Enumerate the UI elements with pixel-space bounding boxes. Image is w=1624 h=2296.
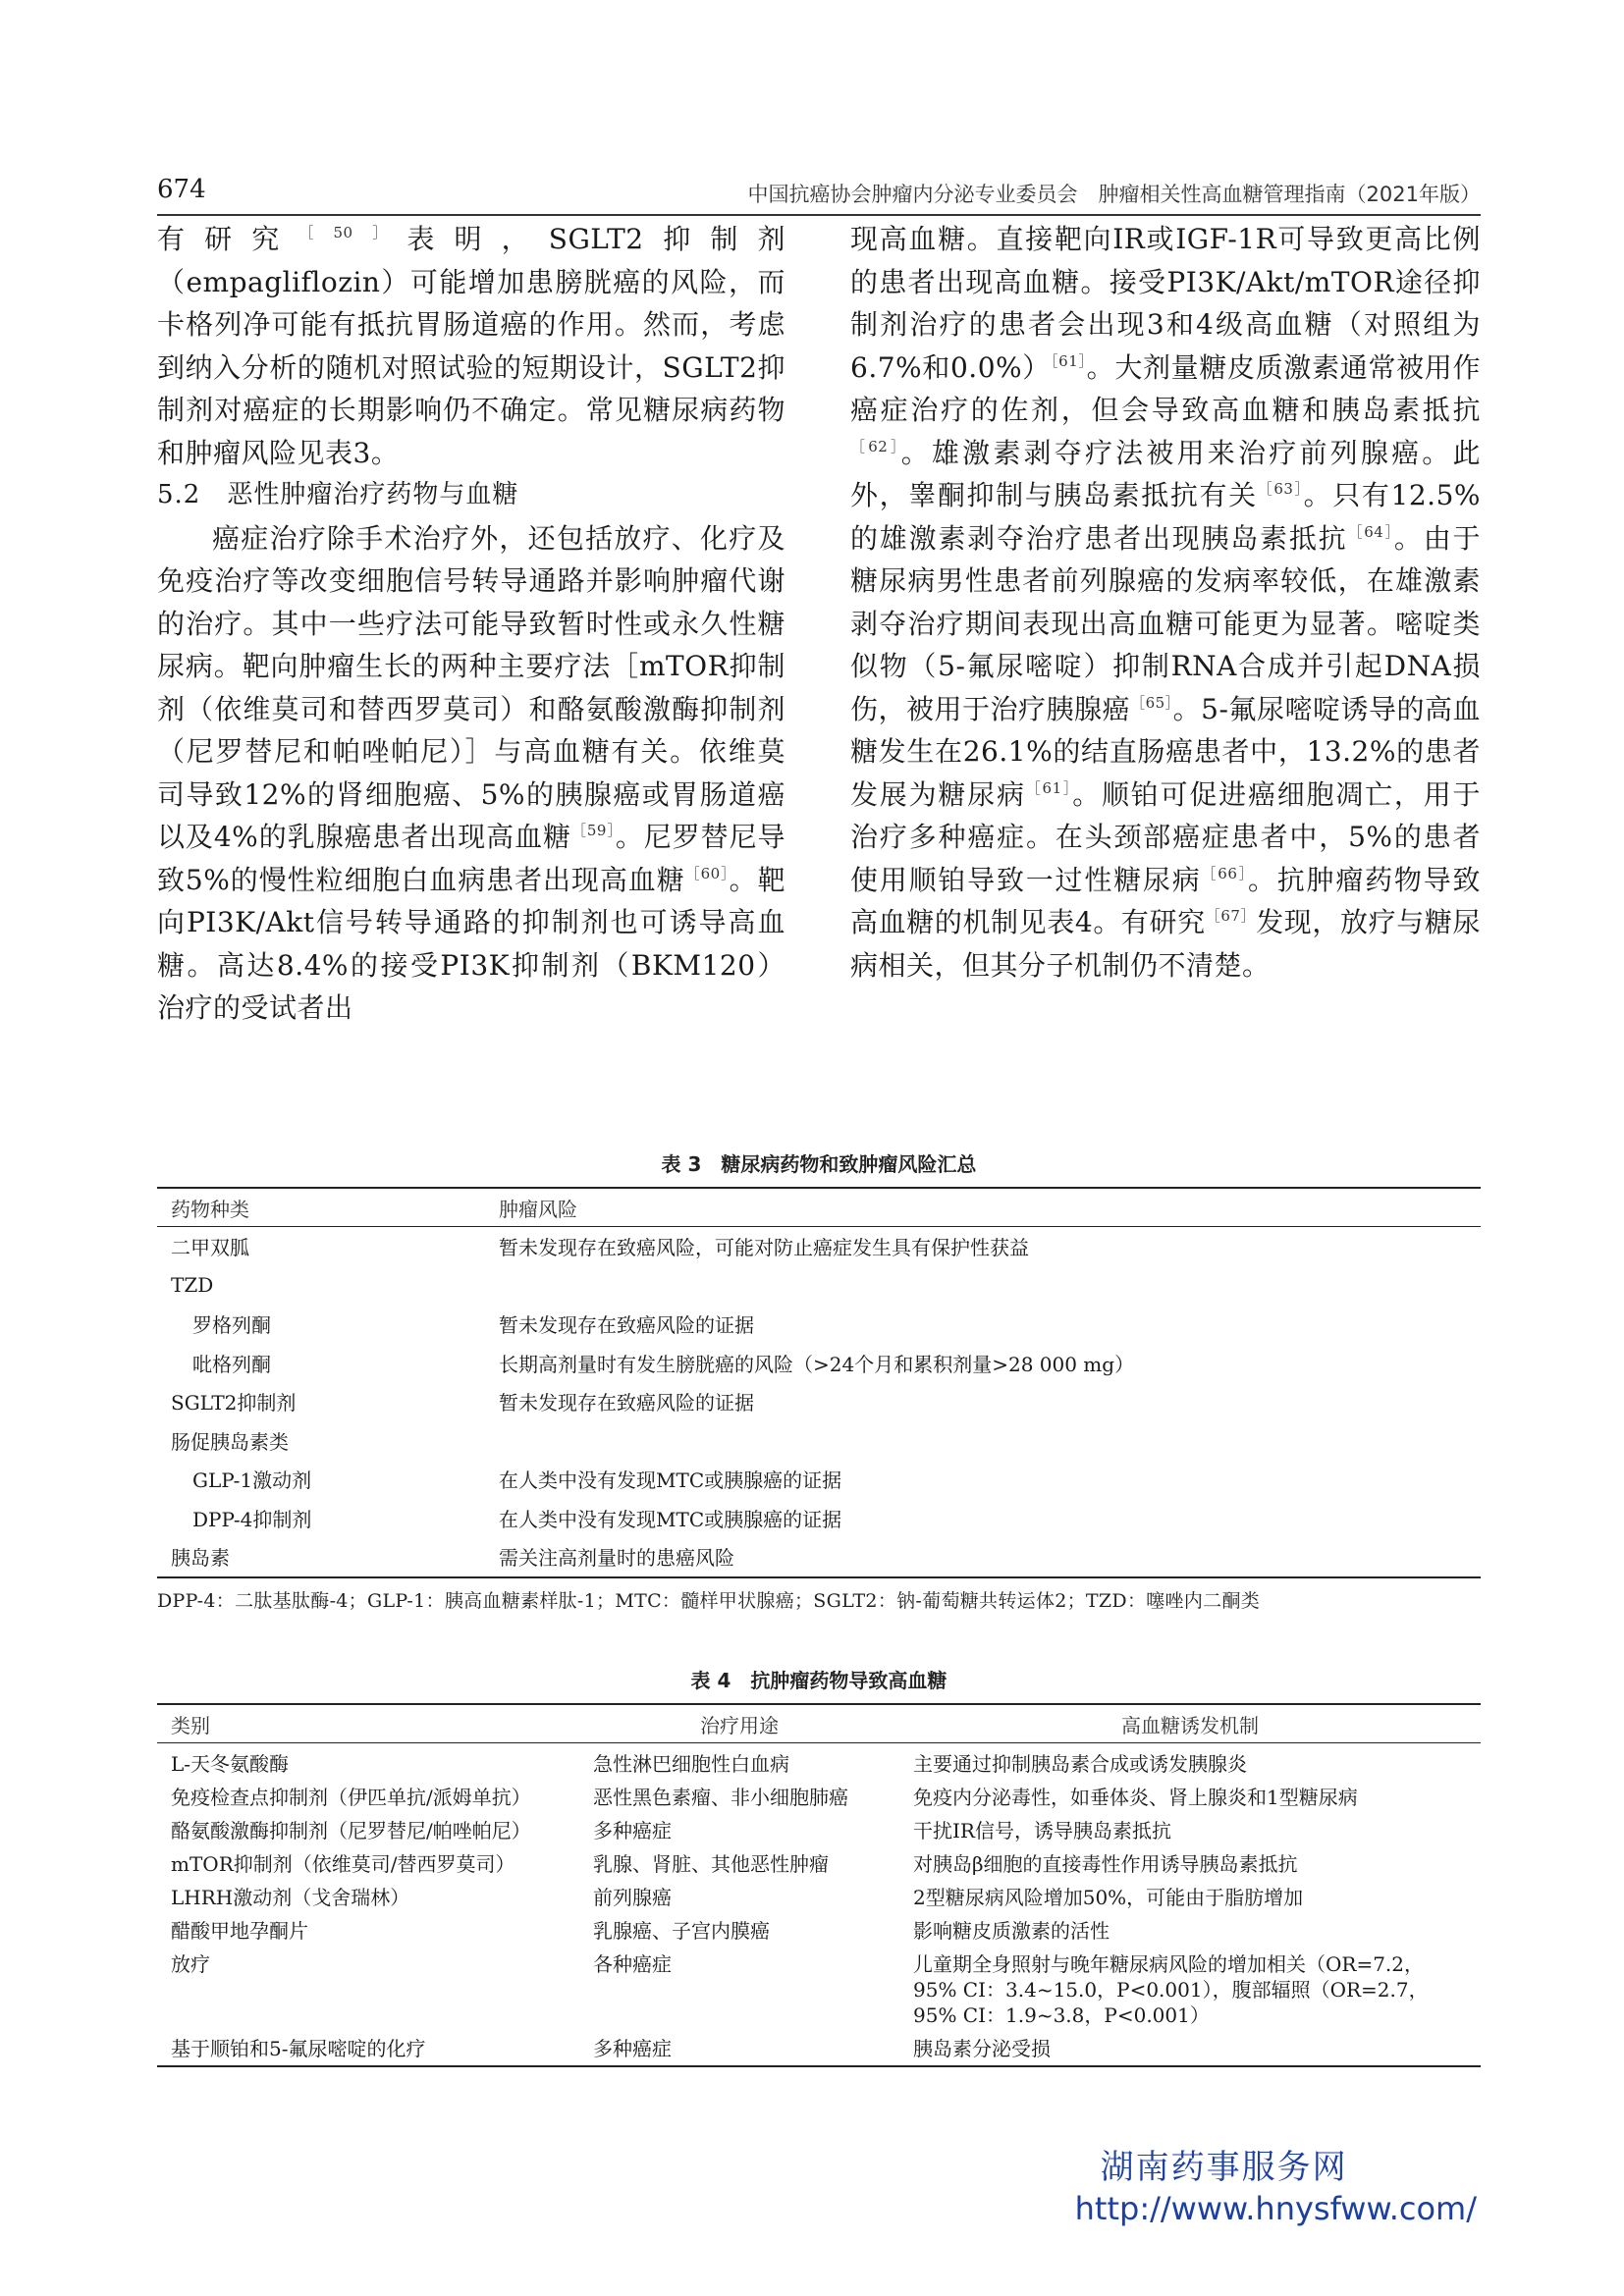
category-cell: 免疫检查点抑制剂（伊匹单抗/派姆单抗）: [171, 1786, 531, 1809]
risk-cell: [485, 1266, 1481, 1306]
text-run: 。顺铂可促进癌细胞凋亡，用于治疗多种癌症。在头颈部癌症患者中，5%的患者使用顺铂导致一过性糖尿病: [850, 777, 1481, 896]
text-run: 。5-氟尿嘧啶诱导的高血糖发生在26.1%的结直肠癌患者中，13.2%的患者发展为糖尿病: [850, 692, 1481, 811]
left-column: [157, 218, 785, 1030]
category-cell: L-天冬氨酸酶: [171, 1752, 290, 1776]
page-number: 674: [157, 175, 206, 204]
citation-67[interactable]: ［67］: [1205, 907, 1257, 925]
mechanism-cell: 影响糖皮质激素的活性: [913, 1919, 1110, 1943]
indication-cell: 恶性黑色素瘤、非小细胞肺癌: [593, 1786, 848, 1809]
table-header-row: [157, 1704, 1481, 1743]
risk-cell: 暂未发现存在致癌风险，可能对防止癌症发生具有保护性获益: [499, 1236, 1029, 1260]
table-4: [157, 1703, 1481, 2067]
table-row: [157, 1881, 1481, 1914]
text-run: 。尼罗替尼导致5%的慢性粒细胞白血病患者出现高血糖: [157, 821, 785, 896]
mechanism-cell: 胰岛素分泌受损: [913, 2037, 1051, 2060]
paragraph-cancer-therapy: [157, 517, 785, 1030]
mechanism-cell: 2型糖尿病风险增加50%，可能由于脂肪增加: [913, 1886, 1304, 1909]
citation-50[interactable]: ［50］: [298, 224, 407, 241]
text-run: 发现，放疗与糖尿病相关，但其分子机制仍不清楚。: [850, 906, 1481, 982]
text-run: 癌症治疗除手术治疗外，还包括放疗、化疗及免疫治疗等改变细胞信号转导通路并影响肿瘤代谢的治疗。其中一些疗法可能导致暂时性或永久性糖尿病。靶向肿瘤生长的两种主要疗法［mTOR抑制剂（依维莫司和替西罗莫司）和酪氨酸激酶抑制剂（尼罗替尼和帕唑帕尼）］与高血糖有关。依维莫司导致12%的肾细胞癌、5%的胰腺癌或胃肠道癌以及4%的乳腺癌患者出现高血糖: [157, 521, 785, 853]
paragraph-sglt2: [157, 218, 785, 474]
citation-61b[interactable]: ［61］: [1025, 778, 1073, 797]
citation-59[interactable]: ［59］: [570, 822, 616, 839]
drug-class-cell: SGLT2抑制剂: [171, 1391, 297, 1415]
section-heading-5-2: 5.2 恶性肿瘤治疗药物与血糖: [157, 480, 519, 509]
mechanism-cell: 对胰岛β细胞的直接毒性作用诱导胰岛素抵抗: [913, 1852, 1298, 1876]
risk-cell: 长期高剂量时有发生膀胱癌的风险（>24个月和累积剂量>28 000 mg）: [499, 1352, 1135, 1376]
indication-cell: 多种癌症: [593, 1819, 672, 1842]
text-run: 。抗肿瘤药物导致高血糖的机制见表4。有研究: [850, 863, 1481, 938]
risk-cell: 暂未发现存在致癌风险的证据: [499, 1313, 754, 1338]
category-cell: 醋酸甲地孕酮片: [171, 1919, 308, 1943]
risk-cell: 在人类中没有发现MTC或胰腺癌的证据: [499, 1468, 842, 1493]
column-header: 肿瘤风险: [485, 1188, 1481, 1227]
table-row: [157, 1499, 1481, 1538]
drug-class-cell: GLP-1激动剂: [192, 1468, 312, 1493]
citation-64[interactable]: ［64］: [1347, 522, 1394, 541]
table-row: [157, 1344, 1481, 1383]
column-header: 高血糖诱发机制: [899, 1704, 1481, 1743]
table-row: [157, 1421, 1481, 1461]
indication-cell: 多种癌症: [593, 2037, 672, 2060]
mechanism-cell: 主要通过抑制胰岛素合成或诱发胰腺炎: [913, 1752, 1247, 1776]
column-header: 治疗用途: [579, 1704, 899, 1743]
table-row: [157, 1227, 1481, 1266]
table-row: [157, 1847, 1481, 1881]
category-cell: mTOR抑制剂（依维莫司/替西罗莫司）: [171, 1852, 515, 1876]
indication-cell: 急性淋巴细胞性白血病: [593, 1752, 789, 1776]
table-row: [157, 1266, 1481, 1306]
text-run: 表明，SGLT2抑制剂（empagliflozin）可能增加患膀胱癌的风险，而卡格列净可能有抵抗胃肠道癌的作用。然而，考虑到纳入分析的随机对照试验的短期设计，SGLT2抑制剂对癌症的长期影响仍不确定。常见糖尿病药物和肿瘤风险见表3。: [157, 223, 785, 469]
risk-cell: [485, 1421, 1481, 1461]
table-row: [157, 1914, 1481, 1948]
risk-cell: 在人类中没有发现MTC或胰腺癌的证据: [499, 1507, 842, 1531]
column-header: 药物种类: [157, 1188, 485, 1227]
table-row: [157, 1743, 1481, 1782]
table-4-caption: 表 4 抗肿瘤药物导致高血糖: [690, 1669, 947, 1692]
drug-class-cell: DPP-4抑制剂: [192, 1507, 312, 1531]
drug-class-cell: 吡格列酮: [192, 1352, 271, 1376]
mechanism-cell: 免疫内分泌毒性，如垂体炎、肾上腺炎和1型糖尿病: [913, 1786, 1358, 1809]
table-row: [157, 1948, 1481, 2032]
risk-cell: 需关注高剂量时的患癌风险: [499, 1546, 734, 1571]
indication-cell: 乳腺癌、子宫内膜癌: [593, 1919, 770, 1943]
citation-66[interactable]: ［66］: [1201, 864, 1248, 882]
paragraph-continued: [850, 218, 1481, 987]
table-row: [157, 1814, 1481, 1847]
drug-class-cell: TZD: [171, 1273, 214, 1298]
table-3-caption: 表 3 糖尿病药物和致肿瘤风险汇总: [661, 1152, 977, 1176]
text-run: 。雄激素剥夺疗法被用来治疗前列腺癌。此外，睾酮抑制与胰岛素抵抗有关: [850, 436, 1481, 511]
text-run: 现高血糖。直接靶向IR或IGF-1R可导致更高比例的患者出现高血糖。接受PI3K/Akt/mTOR途径抑制剂治疗的患者会出现3和4级高血糖（对照组为6.7%和0.0%）: [850, 223, 1481, 384]
citation-60[interactable]: ［60］: [684, 864, 730, 882]
indication-cell: 各种癌症: [593, 1952, 672, 1976]
citation-62[interactable]: ［62］: [850, 437, 901, 455]
risk-cell: 暂未发现存在致癌风险的证据: [499, 1391, 754, 1415]
table-row: [157, 1781, 1481, 1814]
text-run: 。由于糖尿病男性患者前列腺癌的发病率较低，在雄激素剥夺治疗期间表现出高血糖可能更为显著。嘧啶类似物（5-氟尿嘧啶）抑制RNA合成并引起DNA损伤，被用于治疗胰腺癌: [850, 521, 1482, 725]
category-cell: LHRH激动剂（戈舍瑞林）: [171, 1886, 410, 1909]
right-column: [850, 218, 1481, 987]
mechanism-cell: 干扰IR信号，诱导胰岛素抵抗: [913, 1819, 1171, 1842]
table-4-block: [157, 1665, 1481, 2067]
citation-63[interactable]: ［63］: [1257, 480, 1304, 498]
citation-65[interactable]: ［65］: [1130, 693, 1173, 712]
indication-cell: 乳腺、肾脏、其他恶性肿瘤: [593, 1852, 829, 1876]
running-header: 中国抗癌协会肿瘤内分泌专业委员会 肿瘤相关性高血糖管理指南（2021年版）: [747, 183, 1481, 206]
table-3-block: [157, 1148, 1481, 1613]
indication-cell: 前列腺癌: [593, 1886, 672, 1909]
table-header-row: [157, 1188, 1481, 1227]
table-row: [157, 1537, 1481, 1577]
category-cell: 放疗: [171, 1952, 210, 1976]
drug-class-cell: 胰岛素: [171, 1546, 230, 1571]
table-row: [157, 2032, 1481, 2066]
text-run: 。大剂量糖皮质激素通常被用作癌症治疗的佐剂，但会导致高血糖和胰岛素抵抗: [850, 350, 1481, 426]
table-row: [157, 1305, 1481, 1344]
watermark-name: 湖南药事服务网: [1100, 2148, 1348, 2187]
table-3-footnote: DPP-4：二肽基肽酶-4；GLP-1：胰高血糖素样肽-1；MTC：髓样甲状腺癌；SGLT2：钠-葡萄糖共转运体2；TZD：噻唑内二酮类: [157, 1589, 1261, 1612]
citation-61[interactable]: ［61］: [1051, 351, 1087, 370]
drug-class-cell: 肠促胰岛素类: [171, 1429, 289, 1454]
mechanism-cell: 儿童期全身照射与晚年糖尿病风险的增加相关（OR=7.2，95% CI：3.4~15.0，P<0.001），腹部辐照（OR=2.7，95% CI：1.9~3.8，P<0.001）: [913, 1952, 1429, 2027]
column-header: 类别: [157, 1704, 579, 1743]
table-row: [157, 1382, 1481, 1421]
text-run: 有研究: [157, 223, 299, 255]
table-row: [157, 1460, 1481, 1499]
drug-class-cell: 罗格列酮: [192, 1313, 271, 1338]
text-run: 。只有12.5%的雄激素剥夺治疗患者出现胰岛素抵抗: [850, 479, 1481, 555]
drug-class-cell: 二甲双胍: [171, 1236, 249, 1260]
text-run: 。靶向PI3K/Akt信号转导通路的抑制剂也可诱导高血糖。高达8.4%的接受PI3K抑制剂（BKM120）治疗的受试者出: [157, 863, 785, 1024]
header-rule: [157, 214, 1481, 216]
table-3: [157, 1187, 1481, 1578]
category-cell: 基于顺铂和5-氟尿嘧啶的化疗: [171, 2037, 426, 2060]
watermark: [1075, 2140, 1477, 2227]
watermark-url[interactable]: http://www.hnysfww.com/: [1074, 2190, 1477, 2227]
category-cell: 酪氨酸激酶抑制剂（尼罗替尼/帕唑帕尼）: [171, 1819, 531, 1842]
